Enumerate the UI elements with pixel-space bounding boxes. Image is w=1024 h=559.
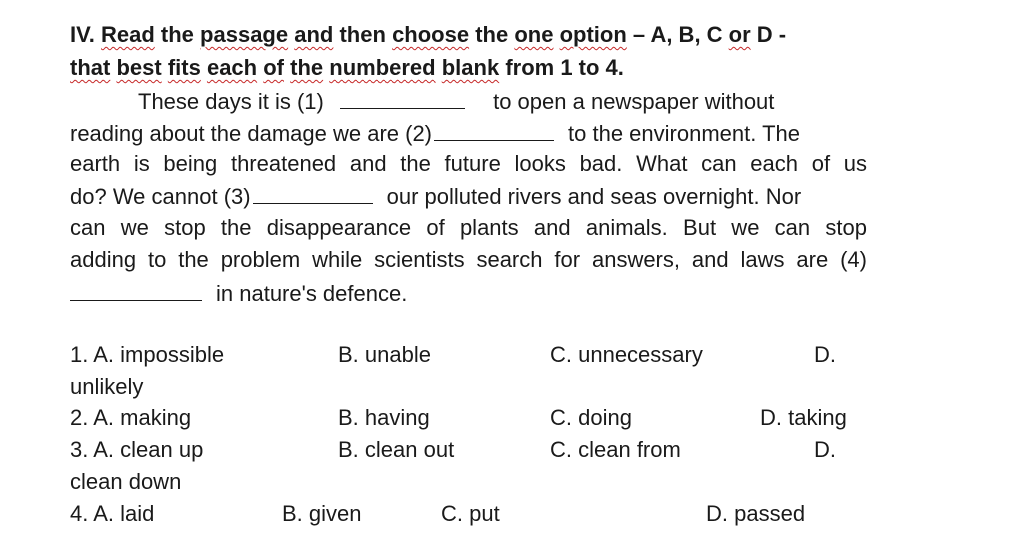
blank-2[interactable]	[434, 120, 554, 141]
heading-word: one	[514, 22, 554, 47]
heading-word: the	[290, 55, 324, 80]
question-1-option-d-label[interactable]: D.	[814, 342, 836, 367]
passage-text: reading about the damage we are (2)	[70, 121, 433, 146]
passage-text: to the environment. The	[568, 121, 800, 146]
blank-4[interactable]	[70, 280, 202, 301]
blank-1[interactable]	[340, 88, 465, 109]
heading-word: choose	[392, 22, 470, 47]
question-2-option-a[interactable]: 2. A. making	[70, 405, 192, 430]
heading-word: or	[728, 22, 751, 47]
question-4-option-d[interactable]: D. passed	[706, 501, 806, 526]
question-2-option-d[interactable]: D. taking	[760, 405, 847, 430]
passage-text: in nature's defence.	[216, 281, 408, 306]
heading-word: and	[294, 22, 334, 47]
heading-word: of	[263, 55, 284, 80]
question-1-option-b[interactable]: B. unable	[338, 342, 431, 367]
heading-word: fits	[167, 55, 201, 80]
passage-line-5: can we stop the disappearance of plants and animals. But we can stop	[70, 215, 867, 240]
passage-line-3: earth is being threatened and the future looks bad. What can each of us	[70, 151, 867, 176]
exercise-heading-line-1	[70, 22, 786, 48]
heading-word: Read	[101, 22, 155, 47]
question-3-option-c[interactable]: C. clean from	[550, 437, 681, 462]
passage-line-6: adding to the problem while scientists search for answers, and laws are (4)	[70, 247, 867, 272]
heading-text: from 1 to 4.	[499, 55, 624, 80]
heading-text: – A, B, C	[626, 22, 729, 47]
question-1-option-c[interactable]: C. unnecessary	[550, 342, 703, 367]
heading-word: option	[559, 22, 627, 47]
heading-word: numbered	[329, 55, 436, 80]
heading-word: each	[206, 55, 258, 80]
question-1-option-a[interactable]: 1. A. impossible	[70, 342, 225, 367]
passage-line-1	[138, 88, 774, 115]
question-2-option-b[interactable]: B. having	[338, 405, 430, 430]
passage-line-7	[70, 280, 407, 307]
exercise-heading-line-2	[70, 55, 624, 81]
question-3-option-d-label[interactable]: D.	[814, 437, 836, 462]
question-4-option-b[interactable]: B. given	[282, 501, 362, 526]
heading-text: D -	[750, 22, 787, 47]
heading-text: IV.	[70, 22, 101, 47]
question-4-option-c[interactable]: C. put	[441, 501, 500, 526]
question-3-option-d-text[interactable]: clean down	[70, 469, 182, 494]
heading-word: blank	[441, 55, 500, 80]
passage-text: do? We cannot (3)	[70, 184, 251, 209]
heading-word: best	[116, 55, 162, 80]
heading-word: the	[475, 22, 509, 47]
question-4-option-a[interactable]: 4. A. laid	[70, 501, 155, 526]
heading-word: the	[160, 22, 194, 47]
question-3-option-a[interactable]: 3. A. clean up	[70, 437, 204, 462]
heading-word: then	[339, 22, 386, 47]
blank-3[interactable]	[253, 183, 373, 204]
passage-line-2	[70, 120, 800, 147]
passage-text: These days it is (1)	[138, 89, 324, 114]
heading-word: that	[70, 55, 111, 80]
passage-text: our polluted rivers and seas overnight. Nor	[386, 184, 802, 209]
heading-word: passage	[200, 22, 289, 47]
passage-line-4	[70, 183, 801, 210]
question-2-option-c[interactable]: C. doing	[550, 405, 632, 430]
passage-text: to open a newspaper without	[493, 89, 775, 114]
question-3-option-b[interactable]: B. clean out	[338, 437, 455, 462]
question-1-option-d-text[interactable]: unlikely	[70, 374, 144, 399]
